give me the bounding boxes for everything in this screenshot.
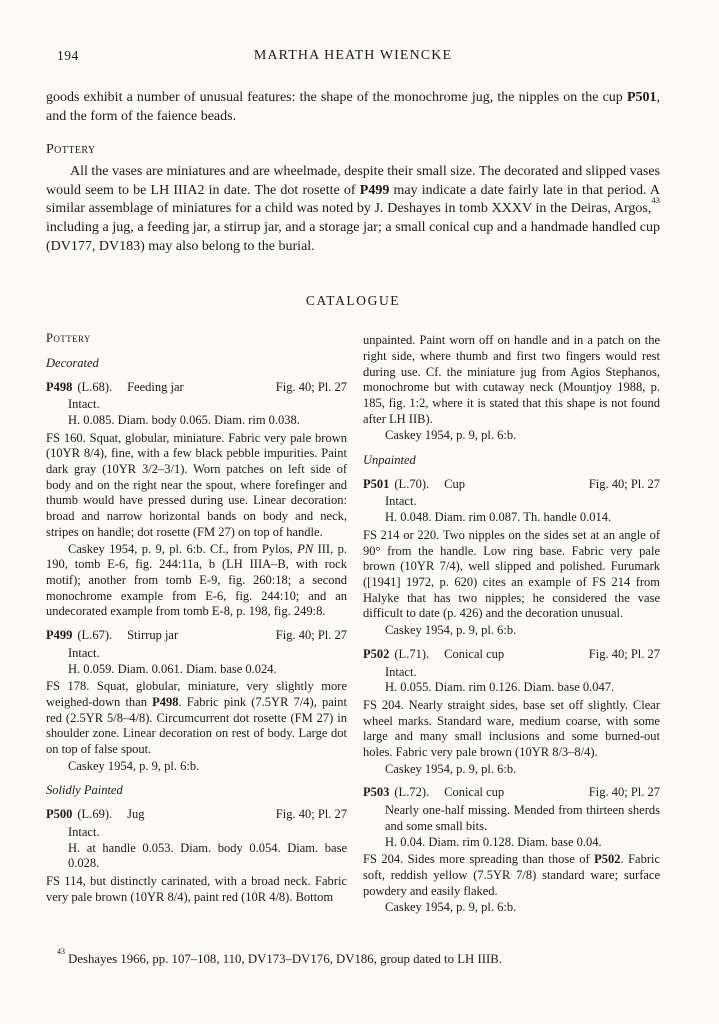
entry-description: FS 178. Squat, globular, miniature, very slightly more weighed-down than P498. Fabric pink (7.5YR 7/4), paint red (2.5YR 5/8–4/8). Circumcurrent dot rosette (FM 27) in shoulder zone. Linear decoration on rest of body. Large dot on top of false spout. <box>46 679 347 757</box>
entry-reference: Caskey 1954, p. 9, pl. 6:b. <box>385 623 517 638</box>
entry-id: P498 <box>46 379 73 394</box>
entry-lot-number: (L.70). <box>394 476 430 491</box>
entry-lot-number: (L.71). <box>394 646 430 661</box>
catalogue-entry-p501 <box>363 477 660 639</box>
catalogue-entry-p503 <box>363 785 660 916</box>
pottery-overview-paragraph: All the vases are miniatures and are wheelmade, despite their small size. The decorated and slipped vases would seem to be LH IIIA2 in date. The dot rosette of P499 may indicate a date fairly late in that period. A similar assemblage of miniatures for a child was noted by J. Deshayes in tomb XXXV in the Deiras, Argos,$^{43}$ including a jug, a feeding jar, a stirrup jar, and a storage jar; a small conical cup and a handmade handled cup (DV177, DV183) may also belong to the burial. <box>46 164 660 254</box>
entry-dimensions: H. 0.059. Diam. 0.061. Diam. base 0.024. <box>68 661 277 676</box>
entry-dimensions: H. 0.04. Diam. rim 0.128. Diam. base 0.04. <box>385 834 602 849</box>
entry-id: P499 <box>46 628 73 643</box>
p500-reference: Caskey 1954, p. 9, pl. 6:b. <box>385 428 517 443</box>
entry-figure-ref: Fig. 40; Pl. 27 <box>588 646 660 661</box>
entry-description: FS 204. Nearly straight sides, base set off slightly. Clear wheel marks. Standard ware, medium coarse, with some large and many small inclusions and some burned-out holes. Fabric very pale brown (10YR 8/3–8/4). <box>363 697 660 760</box>
entry-description: FS 114, but distinctly carinated, with a broad neck. Fabric very pale brown (10YR 8/4), paint red (10R 4/8). Bottom <box>46 873 347 904</box>
p500-description-continuation: unpainted. Paint worn off on handle and in a patch on the right side, where thumb and first two fingers would rest during use. Cf. the miniature jug from Agios Stephanos, monochrome but with cutaway neck (Mountjoy 1988, p. 185, fig. 1:2, where it is stated that this shape is not found after LH IIB). <box>363 333 660 426</box>
intro-paragraph-continuation: goods exhibit a number of unusual features: the shape of the monochrome jug, the nipples on the cup P501, and the form of the faience beads. <box>46 90 660 124</box>
entry-lot-number: (L.72). <box>394 785 430 800</box>
entry-id: P502 <box>363 646 390 661</box>
entry-figure-ref: Fig. 40; Pl. 27 <box>275 379 347 394</box>
entry-dimensions: H. 0.085. Diam. body 0.065. Diam. rim 0.038. <box>68 412 300 427</box>
entry-id: P500 <box>46 807 73 822</box>
entry-description: FS 214 or 220. Two nipples on the sides set at an angle of 90° from the handle. Low ring base. Fabric very pale brown (10YR 7/4), well slipped and polished. Furumark ([1941] 1972, p. 620) cites an example of FS 214 from Halyke that has two nipples; he considered the vase difficult to date (p. 426) and the decoration unusual. <box>363 527 660 621</box>
pottery-section-heading: Pottery <box>46 142 96 158</box>
running-head: MARTHA HEATH WIENCKE <box>253 48 453 63</box>
entry-reference: Caskey 1954, p. 9, pl. 6:b. Cf., from Pylos, PN III, p. 190, tomb E-6, fig. 244:11a, b (LH IIIA–B, with rock motif); another from tomb E-9, fig. 260:18; a second monochrome example from E-6, fig. 244:10; and an undecorated example from tomb E-8, p. 198, fig. 249:8. <box>46 541 347 619</box>
left-pottery-heading: Pottery <box>46 331 91 346</box>
subsection-solidly-painted: Solidly Painted <box>46 783 123 798</box>
entry-id: P501 <box>363 476 390 491</box>
footnote-43: $^{43}$ Deshayes 1966, pp. 107–108, 110, DV173–DV176, DV186, group dated to LH IIIB. <box>57 947 502 966</box>
entry-condition: Intact. <box>68 824 100 839</box>
catalogue-columns <box>46 331 660 916</box>
entry-vessel-name: Conical cup <box>444 785 505 800</box>
entry-figure-ref: Fig. 40; Pl. 27 <box>588 476 660 491</box>
catalogue-entry-p502 <box>363 647 660 778</box>
subsection-decorated: Decorated <box>46 355 99 370</box>
entry-header-row <box>46 807 347 823</box>
catalogue-heading: CATALOGUE <box>305 293 401 309</box>
entry-reference: Caskey 1954, p. 9, pl. 6:b. <box>385 900 517 915</box>
entry-header-row <box>363 785 660 801</box>
entry-vessel-name: Feeding jar <box>127 379 184 394</box>
entry-header-row <box>363 477 660 493</box>
entry-vessel-name: Jug <box>127 807 145 822</box>
entry-figure-ref: Fig. 40; Pl. 27 <box>275 807 347 822</box>
catalogue-left-column <box>46 331 347 916</box>
entry-condition: Intact. <box>385 664 417 679</box>
page-number: 194 <box>57 48 79 63</box>
entry-header-row <box>46 380 347 396</box>
entry-lot-number: (L.67). <box>77 628 113 643</box>
catalogue-entry-p499 <box>46 628 347 774</box>
catalogue-right-column <box>363 331 660 916</box>
entry-lot-number: (L.69). <box>77 807 113 822</box>
entry-condition: Intact. <box>385 494 417 509</box>
entry-reference: Caskey 1954, p. 9, pl. 6:b. <box>68 758 200 773</box>
entry-header-row <box>46 628 347 644</box>
entry-vessel-name: Conical cup <box>444 646 505 661</box>
entry-vessel-name: Cup <box>444 476 465 491</box>
entry-condition: Intact. <box>68 397 100 412</box>
entry-reference: Caskey 1954, p. 9, pl. 6:b. <box>385 761 517 776</box>
entry-dimensions: H. at handle 0.053. Diam. body 0.054. Diam. base 0.028. <box>68 840 347 871</box>
entry-dimensions: H. 0.055. Diam. rim 0.126. Diam. base 0.047. <box>385 680 615 695</box>
entry-dimensions: H. 0.048. Diam. rim 0.087. Th. handle 0.014. <box>385 510 612 525</box>
catalogue-entry-p498 <box>46 380 347 621</box>
entry-description: FS 160. Squat, globular, miniature. Fabric very pale brown (10YR 8/4), fine, with a few black pebble impurities. Paint dark gray (10YR 3/2–3/1). Worn patches on left side of body and on the right near the spout, where forefinger and thumb would have pressed during use. Linear decoration: broad and narrow horizontal bands on body and neck, stripes on handle; dot rosette (FM 27) on top of handle. <box>46 430 347 539</box>
catalogue-entry-p500 <box>46 807 347 905</box>
entry-vessel-name: Stirrup jar <box>127 628 179 643</box>
entry-figure-ref: Fig. 40; Pl. 27 <box>275 628 347 643</box>
entry-lot-number: (L.68). <box>77 379 113 394</box>
entry-condition: Nearly one-half missing. Mended from thirteen sherds and some small bits. <box>385 803 660 833</box>
entry-id: P503 <box>363 785 390 800</box>
entry-header-row <box>363 647 660 663</box>
entry-description: FS 204. Sides more spreading than those of P502. Fabric soft, reddish yellow (7.5YR 7/8) standard ware; surface powdery and easily flaked. <box>363 852 660 898</box>
page-header <box>46 48 660 68</box>
entry-figure-ref: Fig. 40; Pl. 27 <box>588 785 660 800</box>
subsection-unpainted: Unpainted <box>363 453 416 468</box>
entry-condition: Intact. <box>68 645 100 660</box>
